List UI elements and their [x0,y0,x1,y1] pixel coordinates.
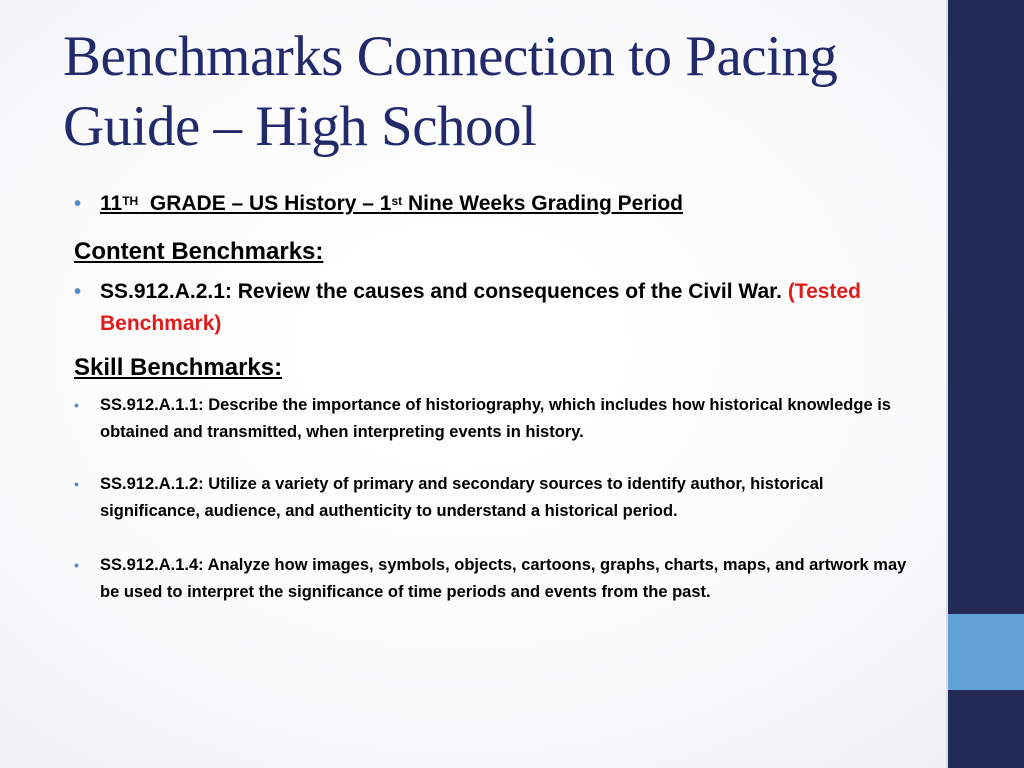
skill-benchmark-item [74,552,914,606]
skill-benchmark-item [74,471,914,525]
content-benchmark-text: SS.912.A.2.1: Review the causes and consequences of the Civil War. [100,280,788,303]
slide-title: Benchmarks Connection to Pacing Guide – High School [63,25,838,158]
grade-superscript-st: st [391,194,403,208]
sidebar-accent-block [948,614,1024,690]
bullet-icon: • [74,193,82,215]
grade-superscript-th: TH [122,194,139,208]
skill-benchmark-text: SS.912.A.1.1: Describe the importance of historiography, which includes how historical knowledge is obtained and transmitted, when interpreting events in history. [100,396,891,441]
grade-line-text [100,192,683,215]
slide-content [74,188,914,606]
bullet-icon: • [74,281,82,303]
skill-benchmarks-heading: Skill Benchmarks: [74,354,283,381]
bullet-icon: • [74,557,79,573]
skill-benchmark-item [74,392,914,446]
grade-line [74,188,914,220]
content-benchmarks-heading: Content Benchmarks: [74,238,324,265]
grade-suffix: Nine Weeks Grading Period [402,192,683,215]
grade-middle: GRADE – US History – 1 [138,192,392,215]
skill-benchmark-text: SS.912.A.1.4: Analyze how images, symbols, objects, cartoons, graphs, charts, maps, and artwork may be used to interpret the significance of time periods and events from the past. [100,556,907,601]
bullet-icon: • [74,397,79,413]
skill-benchmark-text: SS.912.A.1.2: Utilize a variety of primary and secondary sources to identify author, historical significance, audience, and authenticity to understand a historical period. [100,475,824,520]
bullet-icon: • [74,476,79,492]
tested-benchmark-tag: (Tested Benchmark) [100,280,861,335]
content-benchmark-item [74,276,914,340]
grade-prefix: 11 [100,192,123,215]
